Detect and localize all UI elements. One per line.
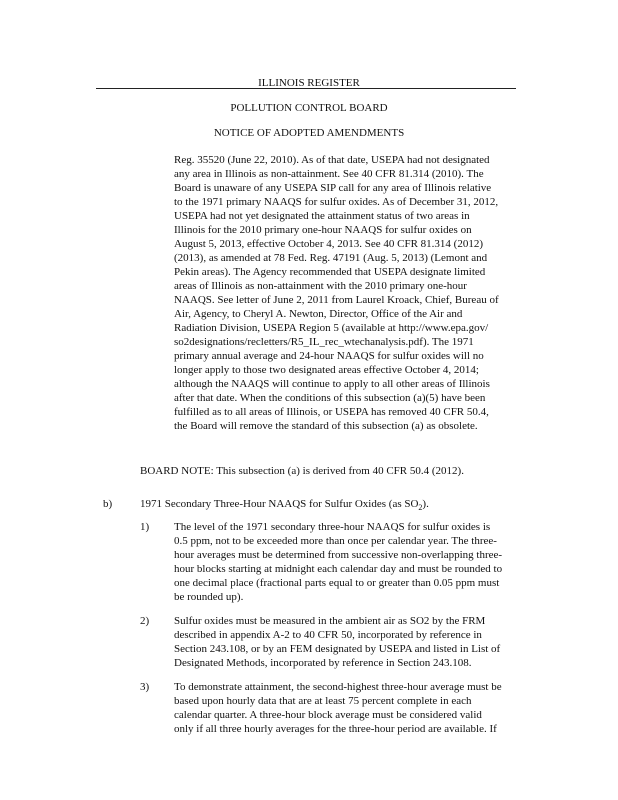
paragraph-line: longer apply to those two designated areas effective October 4, 2014;: [174, 364, 479, 376]
item-line: hour averages must be determined from successive non-overlapping three-: [174, 549, 503, 561]
item-line: Section 243.108, or by an FEM designated by USEPA and listed in List of: [174, 643, 501, 655]
paragraph-line: NAAQS. See letter of June 2, 2011 from Laurel Kroack, Chief, Bureau of: [174, 294, 499, 306]
section-b-title-text: [140, 498, 429, 511]
item-line: based upon hourly data that are at least 75 percent complete in each: [174, 695, 472, 707]
notice-title: NOTICE OF ADOPTED AMENDMENTS: [213, 127, 405, 139]
paragraph-line: although the NAAQS will continue to apply to all other areas of Illinois: [174, 378, 490, 390]
section-b-title-prefix: 1971 Secondary Three-Hour NAAQS for Sulfur Oxides (as SO: [140, 498, 419, 510]
paragraph-line: Board is unaware of any USEPA SIP call for any area of Illinois relative: [174, 182, 492, 194]
paragraph-line: August 5, 2013, effective October 4, 2013. See 40 CFR 81.314 (2012): [174, 238, 483, 250]
paragraph-line: fulfilled as to all areas of Illinois, or USEPA has removed 40 CFR 50.4,: [174, 406, 489, 418]
paragraph-line: the Board will remove the standard of this subsection (a) as obsolete.: [174, 420, 478, 432]
paragraph-line: Radiation Division, USEPA Region 5 (available at http://www.epa.gov/: [174, 322, 489, 334]
paragraph-line: so2designations/recletters/R5_IL_rec_wtechanalysis.pdf). The 1971: [174, 336, 474, 348]
item-line: one decimal place (fractional parts equal to or greater than 0.05 ppm must: [174, 577, 500, 589]
item-line: described in appendix A-2 to 40 CFR 50, incorporated by reference in: [174, 629, 482, 641]
paragraph-line: Pekin areas). The Agency recommended that USEPA designate limited: [174, 266, 486, 278]
paragraph-line: Air, Agency, to Cheryl A. Newton, Director, Office of the Air and: [174, 308, 463, 320]
item-number: 3): [140, 681, 150, 693]
item-line: Sulfur oxides must be measured in the ambient air as SO2 by the FRM: [174, 615, 486, 627]
item-line: hour blocks starting at midnight each calendar day and must be rounded to: [174, 563, 503, 575]
section-b-title-sub: 2: [418, 503, 423, 513]
header-rule: [96, 88, 516, 89]
paragraph-line: after that date. When the conditions of this subsection (a)(5) have been: [174, 392, 486, 404]
paragraph-line: USEPA had not yet designated the attainment status of two areas in: [174, 210, 470, 222]
paragraph-line: any area in Illinois as non-attainment. See 40 CFR 81.314 (2010). The: [174, 168, 484, 180]
paragraph-line: Illinois for the 2010 primary one-hour NAAQS for sulfur oxides on: [174, 224, 472, 236]
item-number: 2): [140, 615, 150, 627]
item-line: The level of the 1971 secondary three-hour NAAQS for sulfur oxides is: [174, 521, 491, 533]
item-line: To demonstrate attainment, the second-highest three-hour average must be: [174, 681, 502, 693]
section-b-letter: b): [103, 498, 113, 510]
paragraph-line: areas of Illinois as non-attainment with the 2010 primary one-hour: [174, 280, 467, 292]
item-line: only if all three hourly averages for the three-hour period are available. If: [174, 723, 497, 735]
paragraph-line: Reg. 35520 (June 22, 2010). As of that date, USEPA had not designated: [174, 154, 490, 166]
paragraph-line: primary annual average and 24-hour NAAQS for sulfur oxides will no: [174, 350, 484, 362]
board-note-text: BOARD NOTE: This subsection (a) is derived from 40 CFR 50.4 (2012).: [140, 465, 464, 477]
item-line: be rounded up).: [174, 591, 244, 603]
paragraph-line: to the 1971 primary NAAQS for sulfur oxides. As of December 31, 2012,: [174, 196, 499, 208]
item-number: 1): [140, 521, 150, 533]
section-b-title-suffix: ).: [422, 498, 429, 510]
paragraph-line: (2013), as amended at 78 Fed. Reg. 47191 (Aug. 5, 2013) (Lemont and: [174, 252, 488, 264]
item-line: 0.5 ppm, not to be exceeded more than once per calendar year. The three-: [174, 535, 497, 547]
item-line: calendar quarter. A three-hour block average must be considered valid: [174, 709, 482, 721]
board-title: POLLUTION CONTROL BOARD: [230, 102, 388, 114]
item-line: Designated Methods, incorporated by reference in Section 243.108.: [174, 657, 472, 669]
register-title: ILLINOIS REGISTER: [258, 77, 360, 89]
